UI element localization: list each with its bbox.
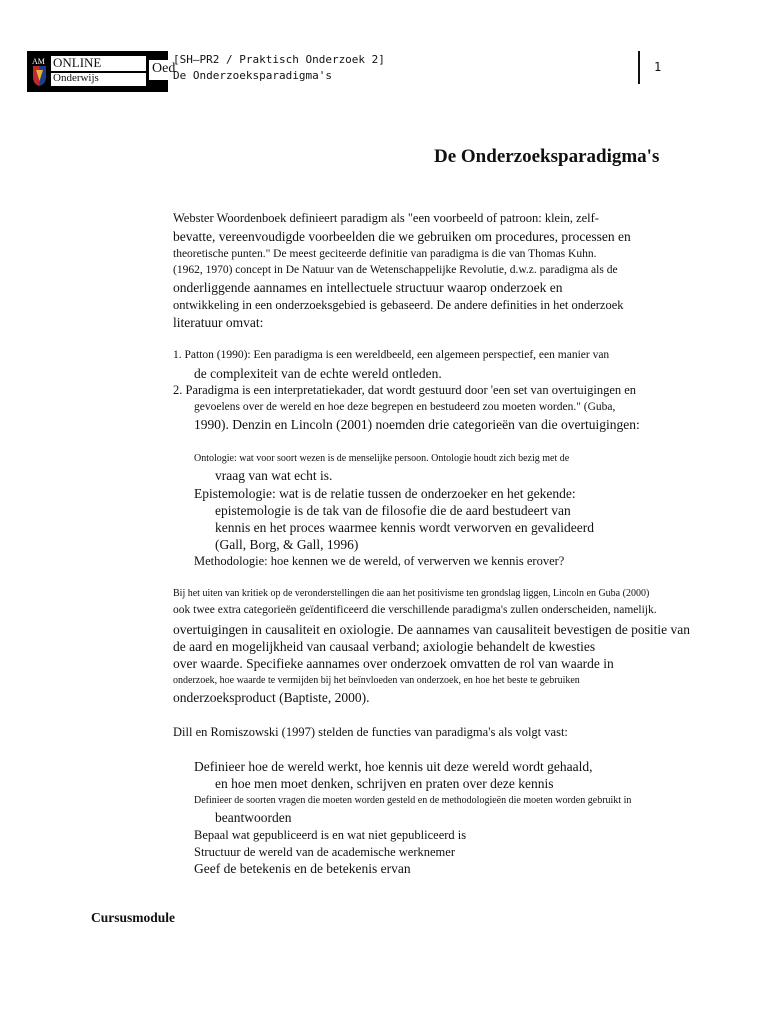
numbered-item-1-cont: de complexiteit van de echte wereld ontleden. bbox=[194, 366, 442, 381]
para2-line: Bij het uiten van kritiek op de veronderstellingen die aan het positivisme ten grondslag liggen, Lincoln en Guba (2000) bbox=[173, 588, 650, 599]
para2-line: onderzoeksproduct (Baptiste, 2000). bbox=[173, 690, 370, 705]
bullet-epistemologie: Epistemologie: wat is de relatie tussen de onderzoeker en het gekende: bbox=[194, 486, 576, 501]
intro-line: Webster Woordenboek definieert paradigm als "een voorbeeld of patroon: klein, zelf- bbox=[173, 211, 599, 225]
header-divider bbox=[638, 51, 640, 84]
intro-line: theoretische punten." De meest geciteerde definitie van paradigma is die van Thomas Kuhn. bbox=[173, 248, 597, 260]
function-bullet-cont: beantwoorden bbox=[215, 810, 292, 825]
bullet-epistemologie-cont: (Gall, Borg, & Gall, 1996) bbox=[215, 537, 359, 552]
course-module-label: Cursusmodule bbox=[91, 910, 176, 925]
function-bullet: Structuur de wereld van de academische werknemer bbox=[194, 845, 455, 859]
intro-line: bevatte, vereenvoudigde voorbeelden die we gebruiken om procedures, processen en bbox=[173, 229, 631, 244]
para2-line: over waarde. Specifieke aannames over onderzoek omvatten de rol van waarde in bbox=[173, 656, 614, 671]
para3: Dill en Romiszowski (1997) stelden de functies van paradigma's als volgt vast: bbox=[173, 725, 568, 739]
bullet-methodologie: Methodologie: hoe kennen we de wereld, of verwerven we kennis erover? bbox=[194, 554, 565, 568]
numbered-item-2: 2. Paradigma is een interpretatiekader, dat wordt gestuurd door 'een set van overtuigingen en bbox=[173, 383, 637, 397]
logo-online: ONLINE bbox=[51, 56, 146, 71]
numbered-item-2-cont: 1990). Denzin en Lincoln (2001) noemden drie categorieën van die overtuigingen: bbox=[194, 417, 640, 432]
para2-line: de aard en mogelijkheid van causaal verband; axiologie behandelt de kwesties bbox=[173, 639, 596, 654]
bullet-epistemologie-cont: epistemologie is de tak van de filosofie die de aard bestudeert van bbox=[215, 503, 571, 518]
function-bullet: Definieer hoe de wereld werkt, hoe kennis uit deze wereld wordt gehaald, bbox=[194, 759, 593, 774]
function-bullet: Bepaal wat gepubliceerd is en wat niet gepubliceerd is bbox=[194, 828, 467, 842]
bullet-ontologie: Ontologie: wat voor soort wezen is de menselijke persoon. Ontologie houdt zich bezig met de bbox=[194, 453, 570, 464]
logo bbox=[27, 51, 176, 92]
logo-onderwijs: Onderwijs bbox=[51, 73, 146, 86]
intro-line: (1962, 1970) concept in De Natuur van de Wetenschappelijke Revolutie, d.w.z. paradigma als de bbox=[173, 264, 618, 276]
numbered-item-2-cont: gevoelens over de wereld en hoe deze begrepen en bestudeerd zou moeten worden." (Guba, bbox=[194, 401, 616, 413]
para2-line: onderzoek, hoe waarde te vermijden bij het beïnvloeden van onderzoek, en hoe het beste te gebruiken bbox=[173, 675, 580, 686]
page-title: De Onderzoeksparadigma's bbox=[434, 146, 660, 167]
intro-line: onderliggende aannames en intellectuele structuur waarop onderzoek en bbox=[173, 280, 563, 295]
header-doc-title: De Onderzoeksparadigma's bbox=[173, 69, 332, 82]
intro-line: literatuur omvat: bbox=[173, 315, 264, 330]
shield-icon bbox=[31, 55, 48, 87]
bullet-ontologie-cont: vraag van wat echt is. bbox=[215, 468, 333, 483]
header-course-code: [SH–PR2 / Praktisch Onderzoek 2] bbox=[173, 53, 385, 66]
para2-line: ook twee extra categorieën geïdentificeerd die verschillende paradigma's zullen onderscheiden, namelijk. bbox=[173, 604, 657, 616]
intro-line: ontwikkeling in een onderzoeksgebied is gebaseerd. De andere definities in het onderzoek bbox=[173, 298, 624, 312]
bullet-epistemologie-cont: kennis en het proces waarmee kennis wordt verworven en gevalideerd bbox=[215, 520, 594, 535]
function-bullet: Geef de betekenis en de betekenis ervan bbox=[194, 861, 411, 876]
function-bullet-cont: en hoe men moet denken, schrijven en praten over deze kennis bbox=[215, 776, 554, 791]
function-bullet: Definieer de soorten vragen die moeten worden gesteld en de methodologieën die moeten worden gebruikt in bbox=[194, 795, 632, 806]
para2-line: overtuigingen in causaliteit en oxiologie. De aannames van causaliteit bevestigen de positie van bbox=[173, 622, 690, 637]
shield-text: AM bbox=[32, 57, 45, 66]
numbered-item-1: 1. Patton (1990): Een paradigma is een wereldbeeld, een algemeen perspectief, een manier van bbox=[173, 349, 610, 361]
logo-oed: Oed bbox=[149, 60, 185, 80]
page-number: 1 bbox=[654, 60, 662, 74]
